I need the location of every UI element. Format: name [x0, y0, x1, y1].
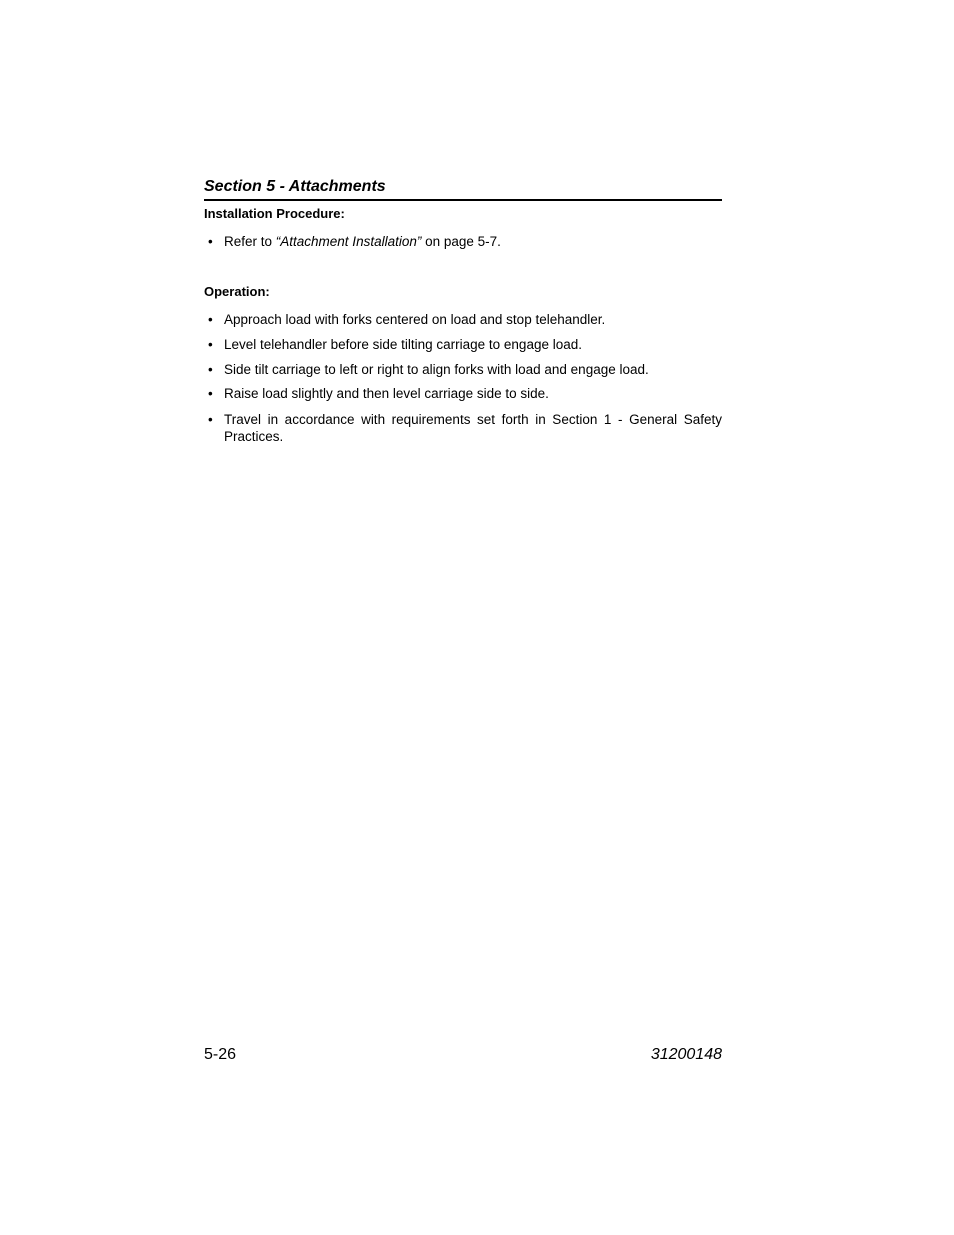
installation-procedure-heading: Installation Procedure:: [204, 206, 345, 221]
list-item: [204, 311, 722, 328]
bullet-icon: •: [208, 362, 213, 377]
bullet-icon: •: [208, 337, 213, 352]
operation-heading: Operation:: [204, 284, 270, 299]
list-item-text: Travel in accordance with requirements set forth in Section 1 - General Safety Practices.: [224, 412, 722, 444]
list-item-text: Refer to: [224, 234, 276, 249]
attachment-installation-reference: “Attachment Installation”: [275, 234, 422, 249]
bullet-icon: •: [208, 312, 213, 327]
page-number: 5-26: [204, 1046, 237, 1063]
list-item: [204, 411, 722, 445]
list-item-text: Side tilt carriage to left or right to align forks with load and engage load.: [224, 362, 649, 377]
bullet-icon: •: [208, 412, 213, 427]
operation-list: [204, 311, 722, 445]
installation-procedure-block: [204, 206, 722, 250]
list-item: [204, 385, 722, 402]
list-item-text-suffix: on page 5-7.: [421, 234, 501, 249]
document-number: 31200148: [650, 1046, 722, 1063]
section-title: Section 5 - Attachments: [204, 178, 386, 195]
section-header: [204, 176, 722, 201]
list-item-text: Raise load slightly and then level carriage side to side.: [224, 386, 549, 401]
list-item-text: Level telehandler before side tilting carriage to engage load.: [224, 337, 582, 352]
list-item: [204, 336, 722, 353]
list-item: [204, 233, 722, 250]
list-item: [204, 361, 722, 378]
operation-block: [204, 284, 722, 445]
bullet-icon: •: [208, 234, 213, 249]
bullet-icon: •: [208, 386, 213, 401]
installation-list: [204, 233, 722, 250]
list-item-text: Approach load with forks centered on load and stop telehandler.: [224, 312, 606, 327]
